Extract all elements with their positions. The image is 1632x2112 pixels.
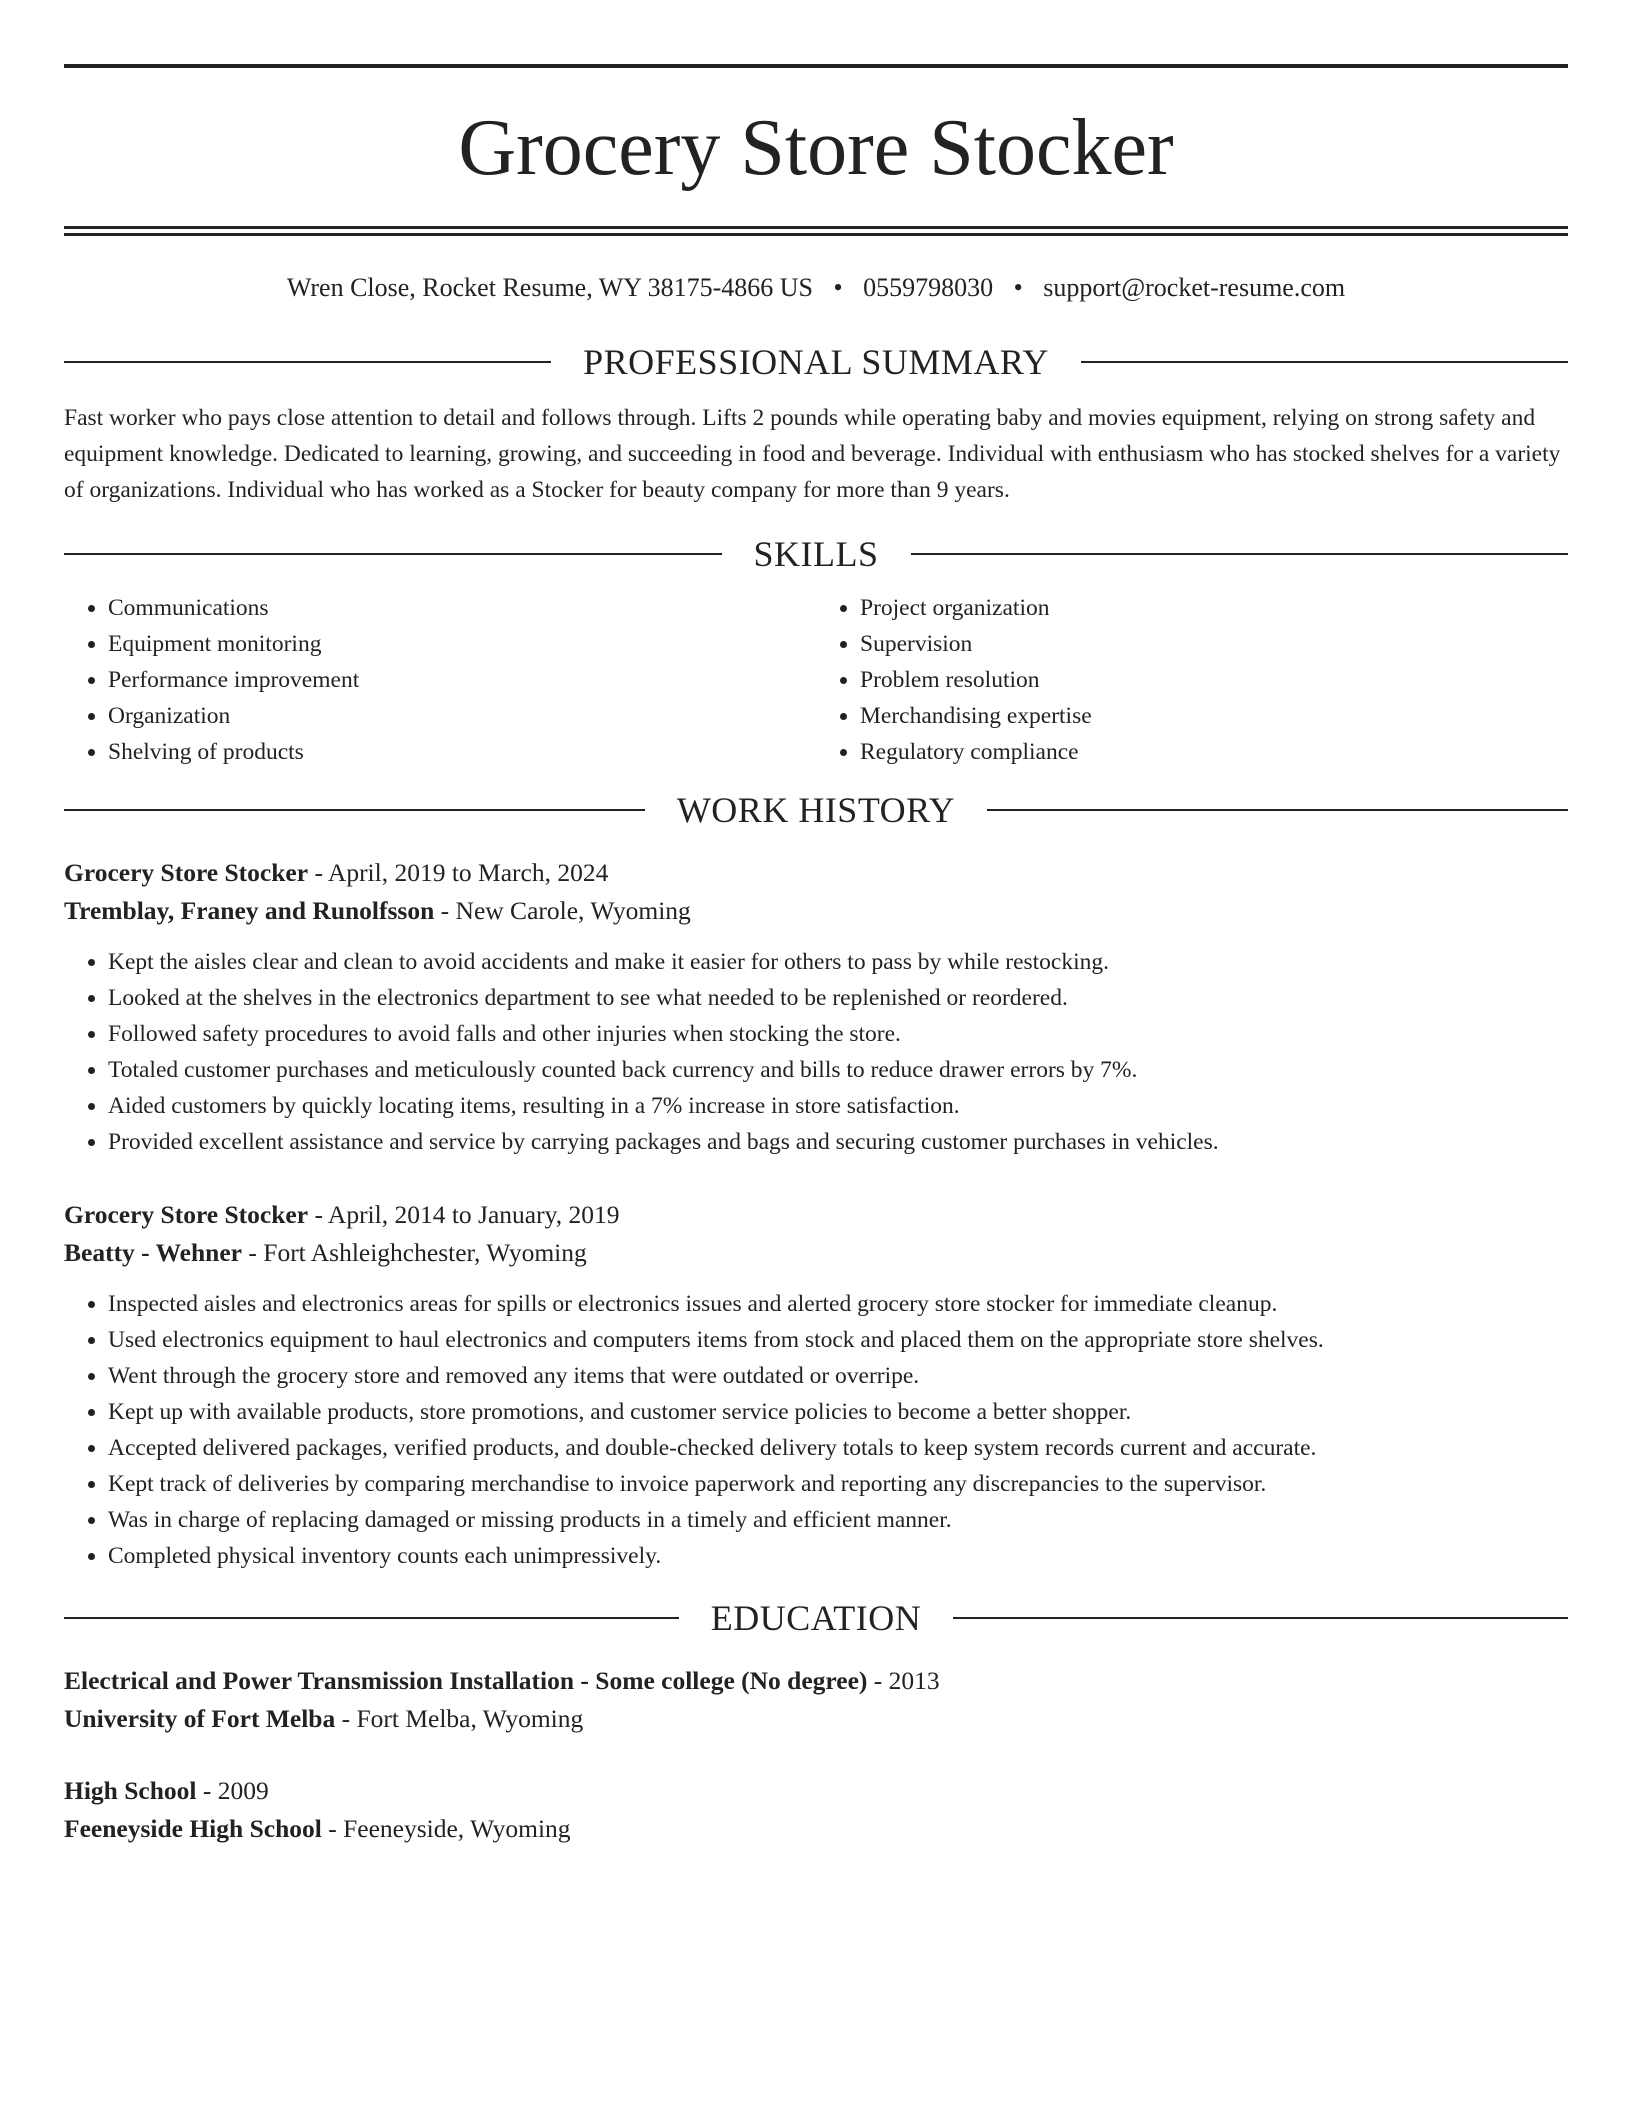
education-degree-line: [64, 1662, 1568, 1700]
page-title: Grocery Store Stocker: [458, 104, 1174, 192]
section-title: WORK HISTORY: [676, 789, 956, 830]
section-title: SKILLS: [753, 533, 879, 574]
job-bullet: • Followed safety procedures to avoid falls and other injuries when stocking the store.: [108, 1016, 1568, 1052]
job-company-line: [64, 892, 1568, 930]
contact-separator: •: [1013, 273, 1023, 302]
job-bullet: • Accepted delivered packages, verified products, and double-checked delivery totals to keep system records current and accurate.: [108, 1430, 1568, 1466]
job-bullet: • Inspected aisles and electronics areas for spills or electronics issues and alerted grocery store stocker for immediate cleanup.: [108, 1286, 1568, 1322]
education-degree-line: [64, 1772, 1568, 1810]
job-location: - New Carole, Wyoming: [434, 895, 691, 925]
skill-item: • Equipment monitoring: [108, 626, 816, 662]
education-degree: High School: [64, 1775, 197, 1805]
contact-address: Wren Close, Rocket Resume, WY 38175-4866 US: [286, 273, 813, 302]
skill-item: • Problem resolution: [860, 662, 1568, 698]
job-entry: [64, 1196, 1568, 1574]
heading-rule-left: [64, 361, 551, 363]
education-degree: Electrical and Power Transmission Installation - Some college (No degree): [64, 1665, 868, 1695]
job-location: - Fort Ashleighchester, Wyoming: [242, 1237, 587, 1267]
job-bullet: • Was in charge of replacing damaged or missing products in a timely and efficient manner.: [108, 1502, 1568, 1538]
heading-rule-left: [64, 809, 645, 811]
job-bullet: • Went through the grocery store and removed any items that were outdated or overripe.: [108, 1358, 1568, 1394]
education-year: - 2013: [867, 1665, 940, 1695]
skill-item: • Shelving of products: [108, 734, 816, 770]
skills-list: [64, 590, 1568, 770]
education-school-line: [64, 1810, 1568, 1848]
heading-rule-right: [911, 553, 1569, 555]
skill-item: • Performance improvement: [108, 662, 816, 698]
top-rule: [64, 64, 1568, 68]
skills-column-right: [816, 590, 1568, 770]
job-title: Grocery Store Stocker: [64, 1199, 309, 1229]
job-bullets: [64, 944, 1568, 1160]
heading-rule-right: [987, 809, 1568, 811]
skill-item: • Supervision: [860, 626, 1568, 662]
section-heading-education: [64, 1596, 1568, 1640]
job-title: Grocery Store Stocker: [64, 857, 309, 887]
job-bullet: • Provided excellent assistance and service by carrying packages and bags and securing customer purchases in vehicles.: [108, 1124, 1568, 1160]
contact-email[interactable]: support@rocket-resume.com: [1043, 273, 1346, 302]
skill-item: • Organization: [108, 698, 816, 734]
job-title-line: [64, 854, 1568, 892]
job-bullet: • Used electronics equipment to haul electronics and computers items from stock and placed them on the appropriate store shelves.: [108, 1322, 1568, 1358]
skill-item: • Regulatory compliance: [860, 734, 1568, 770]
contact-phone[interactable]: 0559798030: [863, 273, 994, 302]
education-location: - Fort Melba, Wyoming: [335, 1703, 584, 1733]
contact-line: [64, 270, 1568, 306]
title-double-rule: [64, 226, 1568, 236]
skill-item: • Merchandising expertise: [860, 698, 1568, 734]
job-bullet: • Kept up with available products, store promotions, and customer service policies to become a better shopper.: [108, 1394, 1568, 1430]
heading-rule-left: [64, 553, 722, 555]
section-title: PROFESSIONAL SUMMARY: [583, 342, 1049, 382]
job-bullet: • Aided customers by quickly locating items, resulting in a 7% increase in store satisfaction.: [108, 1088, 1568, 1124]
job-title-line: [64, 1196, 1568, 1234]
skills-column-left: [64, 590, 816, 770]
heading-rule-left: [64, 1617, 679, 1619]
education-year: - 2009: [196, 1775, 269, 1805]
job-company: Beatty - Wehner: [64, 1237, 243, 1267]
heading-rule-right: [953, 1617, 1568, 1619]
job-company-line: [64, 1234, 1568, 1272]
contact-separator: •: [833, 273, 843, 302]
section-heading-work: [64, 788, 1568, 832]
education-entry: [64, 1772, 1568, 1848]
job-bullet: • Totaled customer purchases and meticulously counted back currency and bills to reduce drawer errors by 7%.: [108, 1052, 1568, 1088]
job-bullets: [64, 1286, 1568, 1574]
education-location: - Feeneyside, Wyoming: [321, 1813, 571, 1843]
skill-item: • Project organization: [860, 590, 1568, 626]
resume-page: [64, 64, 1568, 1848]
education-school-line: [64, 1700, 1568, 1738]
job-dates: - April, 2019 to March, 2024: [308, 857, 609, 887]
job-bullet: • Completed physical inventory counts each unimpressively.: [108, 1538, 1568, 1574]
section-title: EDUCATION: [710, 1597, 922, 1638]
job-bullet: • Kept track of deliveries by comparing merchandise to invoice paperwork and reporting any discrepancies to the supervisor.: [108, 1466, 1568, 1502]
section-heading-skills: [64, 532, 1568, 576]
job-bullet: • Looked at the shelves in the electronics department to see what needed to be replenished or reordered.: [108, 980, 1568, 1016]
job-dates: - April, 2014 to January, 2019: [308, 1199, 620, 1229]
skill-item: • Communications: [108, 590, 816, 626]
education-entry: [64, 1662, 1568, 1738]
job-company: Tremblay, Franey and Runolfsson: [64, 895, 435, 925]
section-heading-summary: [64, 340, 1568, 384]
heading-rule-right: [1081, 361, 1568, 363]
education-school: Feeneyside High School: [64, 1813, 322, 1843]
summary-text: Fast worker who pays close attention to detail and follows through. Lifts 2 pounds while operating baby and movies equipment, relying on strong safety and equipment knowledge. Dedicated to learning, growing, and succeeding in food and beverage. Individual with enthusiasm who has stocked shelves for a variety of organizations. Individual who has worked as a Stocker for beauty company for more than 9 years.: [64, 405, 1561, 503]
job-bullet: • Kept the aisles clear and clean to avoid accidents and make it easier for others to pass by while restocking.: [108, 944, 1568, 980]
job-entry: [64, 854, 1568, 1160]
education-school: University of Fort Melba: [64, 1703, 336, 1733]
